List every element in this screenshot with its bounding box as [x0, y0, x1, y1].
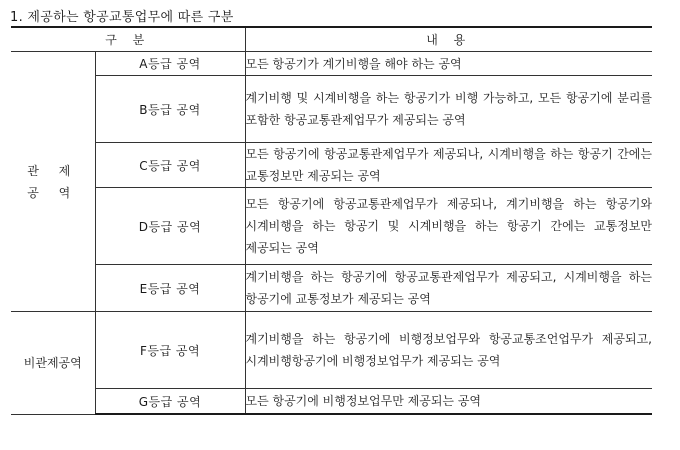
table-header-row: [11, 27, 652, 52]
table-row: [11, 52, 652, 76]
header-category: 구 분: [11, 27, 245, 52]
class-g-description: 모든 항공기에 비행정보업무만 제공되는 공역: [245, 389, 652, 415]
class-a-description: 모든 항공기가 계기비행을 해야 하는 공역: [245, 52, 652, 76]
class-e-label: E등급 공역: [95, 265, 245, 312]
table-row: [11, 143, 652, 188]
class-b-description: 계기비행 및 시계비행을 하는 항공기가 비행 가능하고, 모든 항공기에 분리를 포함한 항공교통관제업무가 제공되는 공역: [245, 76, 652, 143]
header-content: 내 용: [245, 27, 652, 52]
group-label-line: 공 역: [27, 185, 79, 200]
class-f-label: F등급 공역: [95, 312, 245, 389]
airspace-classification-table: [11, 26, 652, 415]
class-e-description: 계기비행을 하는 항공기에 항공교통관제업무가 제공되고, 시계비행을 하는 항공기에 교통정보가 제공되는 공역: [245, 265, 652, 312]
group-label-line: 비관제공역: [23, 355, 82, 370]
class-d-label: D등급 공역: [95, 188, 245, 265]
table-row: [11, 188, 652, 265]
table-row: [11, 389, 652, 415]
table-row: [11, 76, 652, 143]
class-a-label: A등급 공역: [95, 52, 245, 76]
group-uncontrolled-airspace: [11, 312, 95, 415]
group-controlled-airspace: [11, 52, 95, 312]
class-g-label: G등급 공역: [95, 389, 245, 415]
class-f-description: 계기비행을 하는 항공기에 비행정보업무와 항공교통조언업무가 제공되고, 시계비행항공기에 비행정보업무가 제공되는 공역: [245, 312, 652, 389]
class-d-description: 모든 항공기에 항공교통관제업무가 제공되나, 계기비행을 하는 항공기와 시계비행을 하는 항공기 및 시계비행을 하는 항공기 간에는 교통정보만 제공되는 공역: [245, 188, 652, 265]
table-row: [11, 312, 652, 389]
class-c-description: 모든 항공기에 항공교통관제업무가 제공되나, 시계비행을 하는 항공기 간에는 교통정보만 제공되는 공역: [245, 143, 652, 188]
table-row: [11, 265, 652, 312]
section-heading: 1. 제공하는 항공교통업무에 따른 구분: [10, 10, 234, 25]
group-label-line: 관 제: [27, 163, 79, 178]
class-c-label: C등급 공역: [95, 143, 245, 188]
class-b-label: B등급 공역: [95, 76, 245, 143]
